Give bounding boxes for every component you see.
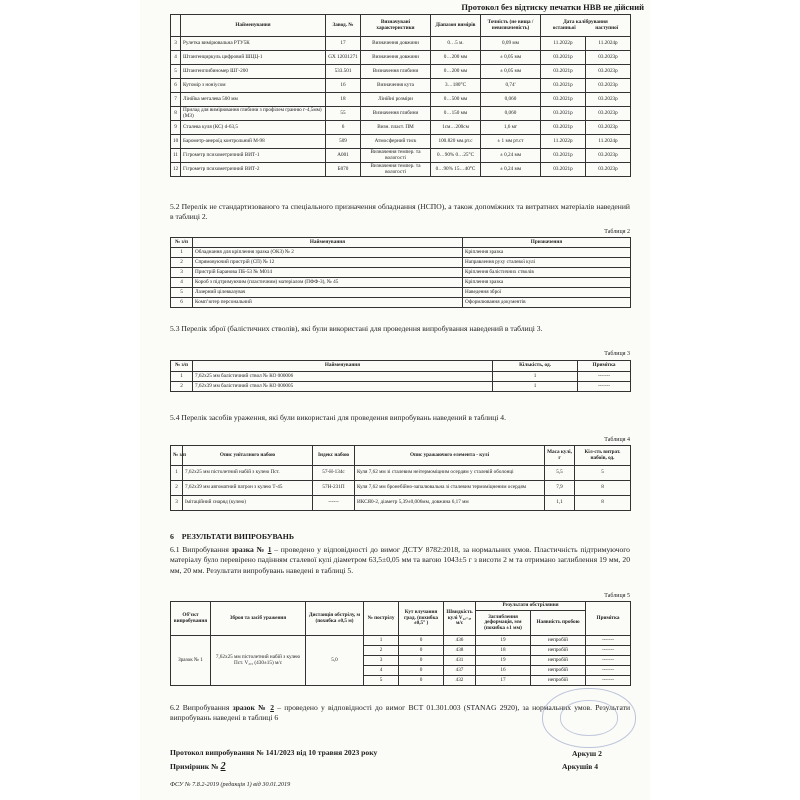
table-cell: 0 bbox=[399, 646, 444, 656]
t5-head-velocity: Швидкість кулі V₁₂₋₃, м/с bbox=[444, 602, 476, 636]
table-cell: 03.2021р bbox=[541, 79, 586, 93]
table-row bbox=[171, 268, 631, 278]
table-cell: 533.501 bbox=[326, 65, 361, 79]
table-cell: 03.2021р bbox=[541, 93, 586, 107]
table-cell: 7 bbox=[171, 93, 181, 107]
table-cell: 03.2023р bbox=[586, 107, 631, 121]
footer-copy: Примірник № 2 bbox=[170, 761, 226, 772]
table-cell: 1см…200см bbox=[431, 121, 481, 135]
table-cell: 6 bbox=[171, 298, 193, 308]
table-cell: ± 0,24 мм bbox=[481, 163, 541, 177]
table-cell: 0,060 bbox=[481, 93, 541, 107]
table-cell: Імітаційний снаряд (кулею) bbox=[183, 496, 313, 511]
table-cell: ± 1 мм рт.ст bbox=[481, 135, 541, 149]
table-cell: непробій bbox=[531, 676, 586, 686]
table-cell: 0 bbox=[399, 666, 444, 676]
table-cell: 03.2021р bbox=[541, 163, 586, 177]
t4-head-count: Кіл-сть витрат. набоїв, од. bbox=[575, 446, 631, 466]
table-row bbox=[171, 93, 631, 107]
footer-sheet: Аркуш 2 bbox=[572, 749, 602, 758]
table-cell: Короб з підтримуючим (пластичним) матеріалом (ПФФ-3), № 45 bbox=[193, 278, 463, 288]
table-cell: ± 0,05 мм bbox=[481, 65, 541, 79]
table-row bbox=[171, 288, 631, 298]
table-cell: 2 bbox=[171, 382, 193, 392]
t1-head-characteristics: Визначувані характеристики bbox=[361, 15, 431, 37]
table-row bbox=[171, 65, 631, 79]
table-cell: 11.2024р bbox=[586, 37, 631, 51]
table-row bbox=[171, 258, 631, 268]
t3-head-num: № з/п bbox=[171, 361, 193, 372]
table-cell: ------- bbox=[578, 382, 631, 392]
table-cell: Комп’ютер персональний bbox=[193, 298, 463, 308]
table-row bbox=[171, 481, 631, 496]
table-cell: 0 bbox=[399, 656, 444, 666]
table-cell: 11 bbox=[171, 149, 181, 163]
table-cell: 0…500 мм bbox=[431, 93, 481, 107]
table-cell: 19 bbox=[476, 636, 531, 646]
table-row bbox=[171, 278, 631, 288]
weapon-cell: 7,62х25 мм пістолетний набій з кулею Пст. V₂,₅ (430±15) м/с bbox=[211, 636, 306, 686]
t1-head-name: Найменування bbox=[181, 15, 326, 37]
table-cell: 2 bbox=[171, 481, 183, 496]
table-cell: 0…5 м. bbox=[431, 37, 481, 51]
stamp-inner bbox=[560, 700, 618, 736]
table-cell: 5,5 bbox=[545, 466, 575, 481]
table-row bbox=[171, 121, 631, 135]
table-row bbox=[171, 79, 631, 93]
table-cell: Визн. пласт. ПМ bbox=[361, 121, 431, 135]
table-cell: 3 bbox=[364, 656, 399, 666]
table-cell: 0…90% 15…40°С bbox=[431, 163, 481, 177]
table-row bbox=[171, 248, 631, 258]
table-cell: Визначення глибини bbox=[361, 107, 431, 121]
table-cell: 1 bbox=[171, 372, 193, 382]
table-cell: 19 bbox=[476, 656, 531, 666]
table-cell: 8 bbox=[171, 107, 181, 121]
table-cell: 0,060 bbox=[481, 107, 541, 121]
footer-protocol: Протокол випробування № 141/2023 від 10 травня 2023 року bbox=[170, 748, 378, 757]
weapons-table bbox=[170, 360, 631, 392]
table-cell: 0…150 мм bbox=[431, 107, 481, 121]
table-cell: 03.2021р bbox=[541, 65, 586, 79]
table-row bbox=[171, 636, 631, 646]
results-table bbox=[170, 601, 631, 686]
table-cell: непробій bbox=[531, 646, 586, 656]
table-cell: 1,6 мг bbox=[481, 121, 541, 135]
table-cell: ------- bbox=[586, 646, 631, 656]
t3-head-qty: Кількість, од. bbox=[493, 361, 578, 372]
table-cell: Кутомір з ноніусом bbox=[181, 79, 326, 93]
table-cell: 4 bbox=[171, 278, 193, 288]
table-cell: непробій bbox=[531, 636, 586, 646]
table-cell: Кріплення балістичних стволів bbox=[463, 268, 631, 278]
table-cell: 11.2022р bbox=[541, 37, 586, 51]
table-cell: 17 bbox=[476, 676, 531, 686]
table-cell: Гігрометр психометричний ВИТ-2 bbox=[181, 163, 326, 177]
table-cell: 432 bbox=[444, 676, 476, 686]
table-cell: Лінійні розміри bbox=[361, 93, 431, 107]
table-cell: 3 bbox=[171, 37, 181, 51]
table-cell: Гігрометр психометричний ВИТ-1 bbox=[181, 149, 326, 163]
table-cell: 0…200 мм bbox=[431, 51, 481, 65]
table-cell: Спрямовуючий пристрій (СП) № 12 bbox=[193, 258, 463, 268]
table-cell: 7,62х39 мм балістичний ствол № КО 000005 bbox=[193, 382, 493, 392]
table-cell: 2 bbox=[171, 258, 193, 268]
table-cell: 12 bbox=[171, 163, 181, 177]
table-cell: ------- bbox=[586, 666, 631, 676]
table-cell: 57-Н-134с bbox=[313, 466, 355, 481]
table-cell: 10 bbox=[171, 135, 181, 149]
table-cell: 16 bbox=[476, 666, 531, 676]
table-cell: 509 bbox=[326, 135, 361, 149]
table-cell: 8 bbox=[575, 481, 631, 496]
distance-cell: 5,0 bbox=[306, 636, 364, 686]
table4-caption: Таблиця 4 bbox=[604, 437, 630, 443]
t1-head-serial: Завод. № bbox=[326, 15, 361, 37]
table-cell: 0,09 мм bbox=[481, 37, 541, 51]
table-cell: Наведення зброї bbox=[463, 288, 631, 298]
table-cell: 438 bbox=[444, 646, 476, 656]
table-cell: непробій bbox=[531, 656, 586, 666]
table-cell: Куля 7,62 мм зі сталевим неітермоміцним осердям у сталевій оболонці bbox=[355, 466, 545, 481]
table-cell: 1,1 bbox=[545, 496, 575, 511]
para-6-2: 6.2 Випробування зразок № 2 – проведено у відповідності до вимог ВСТ 01.301.003 (STANAG 2920), за нормальних умов. Результати випробувань наведені в таблиці 6 bbox=[170, 703, 631, 723]
table-row bbox=[171, 372, 631, 382]
table-cell: 03.2023р bbox=[586, 149, 631, 163]
table-cell: Направлення руху сталевої кулі bbox=[463, 258, 631, 268]
footer-form: ФСУ № 7.8.2-2019 (редакція 1) від 30.01.2019 bbox=[170, 781, 291, 788]
t4-head-index: Індекс набою bbox=[313, 446, 355, 466]
table-cell: 1 bbox=[171, 466, 183, 481]
table-cell: Оформлювання документів bbox=[463, 298, 631, 308]
t3-head-name: Найменування bbox=[193, 361, 493, 372]
table-cell: Прилад для вимірювання глибини з профілем гранню г-4,5мм) (МЗ) bbox=[181, 107, 326, 121]
header-note: Протокол без відтиску печатки НВВ не дійсний bbox=[461, 2, 644, 12]
table-row bbox=[171, 51, 631, 65]
t5-head-angle: Кут влучання град. (похибка ±0,5° ) bbox=[399, 602, 444, 636]
table-cell: ------- bbox=[586, 636, 631, 646]
t5-head-depth: Заглиблення деформація, мм (похибка ±1 мм) bbox=[476, 611, 531, 636]
table-cell: Штангенглибиномер ШГ-200 bbox=[181, 65, 326, 79]
table-cell: 5 bbox=[171, 288, 193, 298]
table-cell: 03.2021р bbox=[541, 121, 586, 135]
para-6-1: 6.1 Випробування зразка № 1 – проведено у відповідності до вимог ДСТУ 8782:2018, за нормальних умов. Пластичність підтримуючого матеріалу було перевірено падінням сталевої кулі діаметром 63,5±0,05 мм та вагою 1043±5 г з висоти 2 м та отримано заглиблення 19 мм, 20 мм, 20 мм. Результати випробувань наведені в таблиці 5. bbox=[170, 545, 630, 575]
table-row bbox=[171, 298, 631, 308]
t2-head-name: Найменування bbox=[193, 238, 463, 248]
table-row bbox=[171, 149, 631, 163]
table-cell: 7,62х39 мм автоматний патрон з кулею Т-45 bbox=[183, 481, 313, 496]
table-cell: 5 bbox=[364, 676, 399, 686]
table-cell: Визначення темпер. та вологості bbox=[361, 149, 431, 163]
table-cell: 03.2023р bbox=[586, 121, 631, 135]
t2-head-num: № з/п bbox=[171, 238, 193, 248]
table-cell: 3 bbox=[171, 496, 183, 511]
table-cell: ------- bbox=[586, 656, 631, 666]
table3-caption: Таблиця 3 bbox=[604, 351, 630, 357]
table-cell: 7,62х25 мм балістичний ствол № КО 000006 bbox=[193, 372, 493, 382]
table-cell: 0…200 мм bbox=[431, 65, 481, 79]
table-cell: 1 bbox=[493, 372, 578, 382]
table-cell: 03.2023р bbox=[586, 65, 631, 79]
table-cell: 03.2023р bbox=[586, 163, 631, 177]
table-cell: непробій bbox=[531, 666, 586, 676]
para-5-2: 5.2 Перелік не стандартизованого та спеціального призначення обладнання (НСПО), а також допоміжних та витратних матеріалів наведений в таблиці 2. bbox=[170, 202, 630, 222]
table-cell: Сталева куля (КС) d-63,5 bbox=[181, 121, 326, 135]
table-cell: Лазерний цілевказувач bbox=[193, 288, 463, 298]
table-cell: 3…180°С bbox=[431, 79, 481, 93]
table-cell: 8 bbox=[575, 496, 631, 511]
para-5-3: 5.3 Перелік зброї (балістичних стволів), які були використані для проведення випробування наведений в таблиці 3. bbox=[170, 324, 543, 333]
table-cell: ± 0,05 мм bbox=[481, 51, 541, 65]
table-cell: Барометр-анероїд контрольний М-98 bbox=[181, 135, 326, 149]
table-cell: 7,9 bbox=[545, 481, 575, 496]
equipment-table bbox=[170, 14, 631, 177]
t1-head-calibration: Дата калібрування останньої наступної bbox=[541, 15, 631, 37]
table-cell: Пристрій Баранова ПБ-53 № М014 bbox=[193, 268, 463, 278]
table-cell: 7,62х25 мм пістолетний набій з кулею Пст. bbox=[183, 466, 313, 481]
table-cell: Визначення довжини bbox=[361, 37, 431, 51]
table-cell: 100.820 мм.рт.с bbox=[431, 135, 481, 149]
table-cell: 3 bbox=[171, 268, 193, 278]
table-row bbox=[171, 37, 631, 51]
table-cell: 2 bbox=[364, 646, 399, 656]
table-row bbox=[171, 107, 631, 121]
t5-head-object: Об’єкт випробування bbox=[171, 602, 211, 636]
table-cell: 03.2023р bbox=[586, 79, 631, 93]
table-row bbox=[171, 135, 631, 149]
table-cell: 4 bbox=[364, 666, 399, 676]
table-cell: А001 bbox=[326, 149, 361, 163]
nspo-table bbox=[170, 237, 631, 308]
table-cell: 11.2024р bbox=[586, 135, 631, 149]
table-cell: 55 bbox=[326, 107, 361, 121]
t2-head-purpose: Призначення bbox=[463, 238, 631, 248]
table-cell: 436 bbox=[444, 636, 476, 646]
footer-sheets: Аркушів 4 bbox=[562, 762, 599, 771]
table-cell: 03.2023р bbox=[586, 93, 631, 107]
ammo-table bbox=[170, 445, 631, 511]
table-cell: 18 bbox=[476, 646, 531, 656]
table-cell: Рулетка вимірювальна РТУ5К bbox=[181, 37, 326, 51]
table-cell: ------- bbox=[578, 372, 631, 382]
table-cell: Визначення довжини bbox=[361, 51, 431, 65]
table-cell: Куля 7,62 мм бронебійно-запалювальна зі сталевим термоміцненим осердям bbox=[355, 481, 545, 496]
table-cell: ± 0,24 мм bbox=[481, 149, 541, 163]
table-cell: Лінійка металева 500 мм bbox=[181, 93, 326, 107]
table-cell: Визначення темпер. та вологості bbox=[361, 163, 431, 177]
table-row bbox=[171, 496, 631, 511]
table-cell: 1 bbox=[171, 248, 193, 258]
section-6-title: 6 РЕЗУЛЬТАТИ ВИПРОБУВАНЬ bbox=[170, 532, 294, 541]
t1-head-range: Діапазон вимірів bbox=[431, 15, 481, 37]
table-cell: ------- bbox=[586, 676, 631, 686]
table-cell: 18 bbox=[326, 93, 361, 107]
table-cell: 17 bbox=[326, 37, 361, 51]
table-cell: 9 bbox=[171, 121, 181, 135]
table-cell: 6 bbox=[326, 121, 361, 135]
table-cell: Атмосферний тиск bbox=[361, 135, 431, 149]
table-cell: GX 12031271 bbox=[326, 51, 361, 65]
t5-head-weapon: Зброя та засіб ураження bbox=[211, 602, 306, 636]
table-cell: Обладнання для кріплення зразка (ОКЗ) № 2 bbox=[193, 248, 463, 258]
table-cell: Штангенциркуль цифровий ШЦЦ-1 bbox=[181, 51, 326, 65]
t5-head-results: Результати обстріляння bbox=[476, 602, 586, 611]
table-cell: ИКСЯ0-2, діаметр 5,39±0,006мм, довжина 6,17 мм bbox=[355, 496, 545, 511]
table-cell: 4 bbox=[171, 51, 181, 65]
table-cell: 0 bbox=[399, 676, 444, 686]
t4-head-mass: Маса кулі, г bbox=[545, 446, 575, 466]
table-cell: ------ bbox=[313, 496, 355, 511]
table-cell: 5 bbox=[171, 65, 181, 79]
table-cell: 431 bbox=[444, 656, 476, 666]
table-cell: 57Н-231П bbox=[313, 481, 355, 496]
table-row bbox=[171, 163, 631, 177]
table-cell: 437 bbox=[444, 666, 476, 676]
table-cell: Кріплення зразка bbox=[463, 248, 631, 258]
t5-head-penetration: Наявність пробою bbox=[531, 611, 586, 636]
table-cell: 03.2021р bbox=[541, 149, 586, 163]
object-cell: Зразок № 1 bbox=[171, 636, 211, 686]
document-page bbox=[140, 0, 650, 800]
table-cell: Визначення глибини bbox=[361, 65, 431, 79]
table-cell: 11.2022р bbox=[541, 135, 586, 149]
table-cell: 5 bbox=[575, 466, 631, 481]
table-cell: 03.2021р bbox=[541, 51, 586, 65]
t4-head-num: № з/п bbox=[171, 446, 183, 466]
para-5-4: 5.4 Перелік засобів ураження, які були використані для проведення випробувань наведений в таблиці 4. bbox=[170, 413, 506, 422]
t4-head-bullet: Опис уражаючого елемента - кулі bbox=[355, 446, 545, 466]
table2-caption: Таблиця 2 bbox=[604, 229, 630, 235]
table-row bbox=[171, 382, 631, 392]
table-cell: 03.2023р bbox=[586, 51, 631, 65]
t5-head-shot: № пострілу bbox=[364, 602, 399, 636]
table-cell: 1 bbox=[493, 382, 578, 392]
table-cell: 03.2021р bbox=[541, 107, 586, 121]
table-cell: 6 bbox=[171, 79, 181, 93]
table-cell: 16 bbox=[326, 79, 361, 93]
table-cell: 0 bbox=[399, 636, 444, 646]
table-row bbox=[171, 466, 631, 481]
t1-head-accuracy: Точність (не вища / невизначеність) bbox=[481, 15, 541, 37]
table-cell: 1 bbox=[364, 636, 399, 646]
table-cell: 0,74' bbox=[481, 79, 541, 93]
t4-head-cartridge: Опис уніталного набою bbox=[183, 446, 313, 466]
t5-head-distance: Дистанція обстрілу, м (похибка ±0,5 м) bbox=[306, 602, 364, 636]
table5-caption: Таблиця 5 bbox=[604, 593, 630, 599]
t3-head-note: Примітка bbox=[578, 361, 631, 372]
table-cell: 0…90% 0…25°С bbox=[431, 149, 481, 163]
table-cell: Визначення кута bbox=[361, 79, 431, 93]
table-cell: Б070 bbox=[326, 163, 361, 177]
t5-head-note: Примітка bbox=[586, 602, 631, 636]
table-cell: Кріплення зразка bbox=[463, 278, 631, 288]
